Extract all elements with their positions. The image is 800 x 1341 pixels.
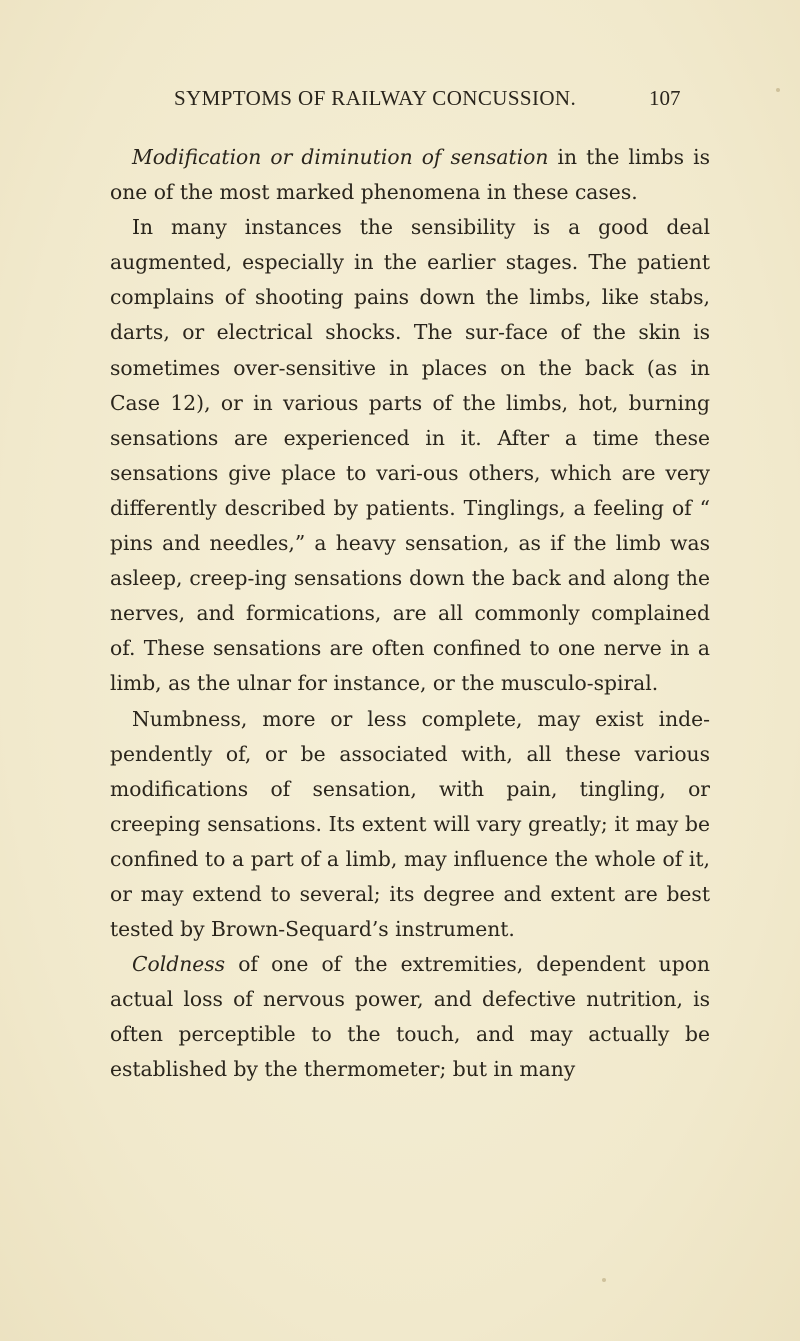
paper-speck xyxy=(602,1278,606,1282)
paragraph-text: in the limbs is one of the most marked phenomena in these cases. xyxy=(110,145,711,205)
paragraph xyxy=(110,210,710,701)
paragraph xyxy=(110,702,710,948)
italic-lead: Modification or diminution of sensation xyxy=(132,145,549,169)
paragraph-text: Numbness, more or less complete, may exist inde-pendently of, or be associated with, all these various modifications of sensation, with pain, tingling, or creeping sensations. Its extent will vary greatly; it may be confined to a part of a limb, may influence the whole of it, or may extend to several; its degree and extent are best tested by Brown-Sequard’s instrument. xyxy=(110,706,710,942)
running-title: SYMPTOMS OF RAILWAY CONCUSSION. xyxy=(174,86,577,110)
page-number: 107 xyxy=(649,86,681,110)
italic-lead: Coldness xyxy=(132,952,226,977)
paragraph xyxy=(110,947,710,1087)
paragraph xyxy=(110,140,710,210)
paragraph-text: In many instances the sensibility is a good deal augmented, especially in the earlier stages. The patient complains of shooting pains down the limbs, like stabs, darts, or electrical shocks. The sur-face of the skin is sometimes over-sensitive in places on the back (as in Case 12), or in various parts of the limbs, hot, burning sensations are experienced in it. After a time these sensations give place to vari-ous others, which are very differently described by patients. Tinglings, a feeling of “ pins and needles,” a heavy sensation, as if the limb was asleep, creep-ing sensations down the back and along the nerves, and formications, are all commonly complained of. These sensations are often confined to one nerve in a limb, as the ulnar for instance, or the musculo-spiral. xyxy=(110,215,710,696)
running-header xyxy=(0,86,800,118)
body-text xyxy=(110,140,710,1088)
paragraph-text: of one of the extremities, dependent upon actual loss of nervous power, and defective nutrition, is often perceptible to the touch, and may actually be established by the thermometer; but in many xyxy=(110,952,710,1082)
paper-speck xyxy=(776,88,780,92)
